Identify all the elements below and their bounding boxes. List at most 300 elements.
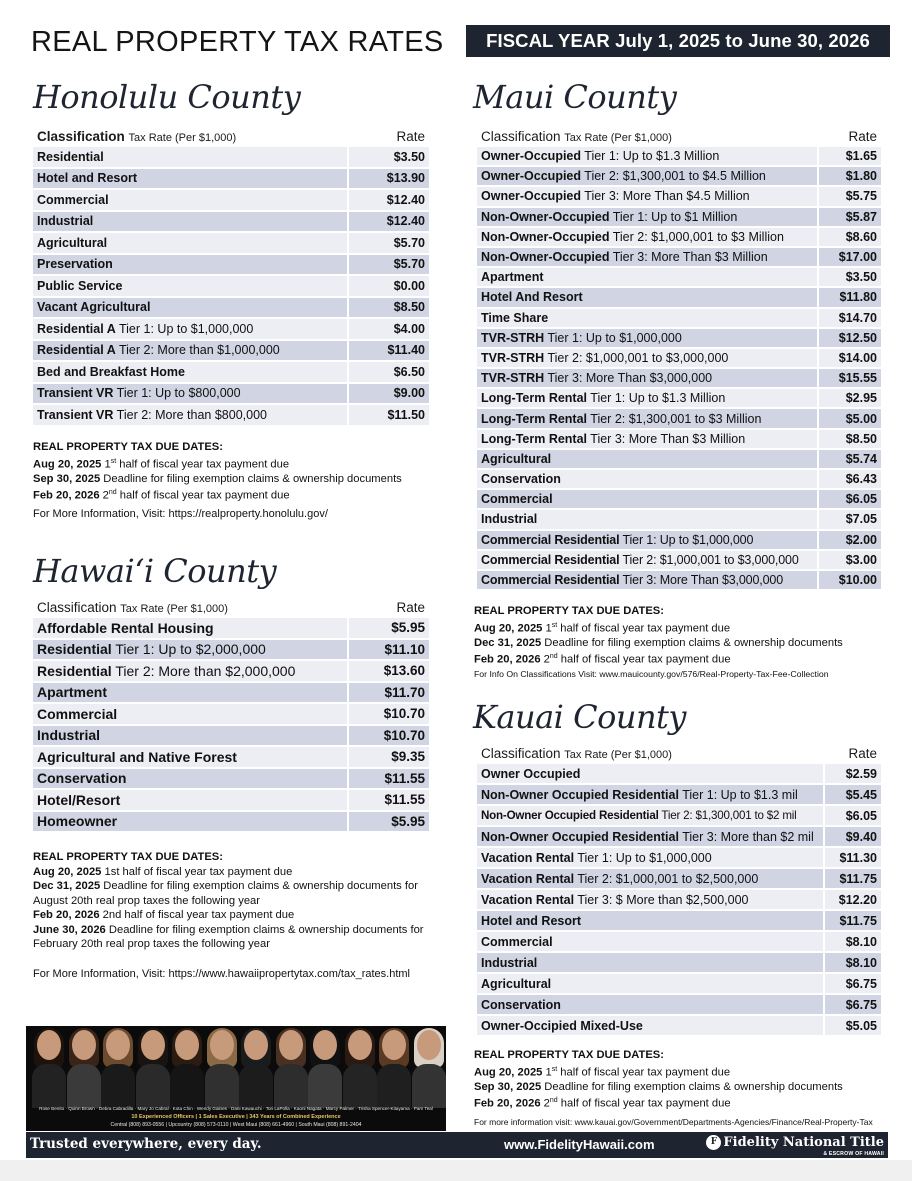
table-row bbox=[477, 551, 881, 569]
due-description: half of fiscal year tax payment due bbox=[557, 1097, 731, 1110]
rate-value: $4.00 bbox=[349, 319, 429, 339]
ordinal: 1 bbox=[545, 1066, 552, 1079]
classification-cell bbox=[477, 228, 817, 246]
page-title: REAL PROPERTY TAX RATES bbox=[31, 26, 444, 58]
table-row bbox=[33, 640, 429, 660]
table-row bbox=[477, 911, 881, 930]
classification-header bbox=[481, 746, 672, 761]
due-dates-title: REAL PROPERTY TAX DUE DATES: bbox=[33, 441, 223, 453]
rate-value: $9.35 bbox=[349, 747, 429, 767]
due-date: Dec 31, 2025 bbox=[474, 636, 542, 649]
table-row bbox=[477, 167, 881, 185]
classification-tier: Tier 3: More Than $3 Million bbox=[609, 250, 768, 265]
classification-header bbox=[37, 600, 228, 615]
table-row bbox=[477, 890, 881, 909]
due-date: Aug 20, 2025 bbox=[33, 865, 102, 878]
ordinal-suffix: st bbox=[551, 1065, 558, 1073]
rate-value: $11.75 bbox=[825, 911, 881, 930]
classification-cell bbox=[477, 147, 817, 165]
footer-bar bbox=[26, 1132, 888, 1158]
office-phones: Central (808) 893-0556 | Upcountry (808) 573-0110 | West Maui (808) 661-4960 | South Maui (808) 891-2404 bbox=[110, 1122, 362, 1128]
rate-value: $6.43 bbox=[819, 470, 881, 488]
ordinal-suffix: nd bbox=[549, 1097, 558, 1105]
team-member-portrait bbox=[205, 1028, 239, 1106]
classification-cell bbox=[477, 932, 823, 951]
classification-tier: Tier 3: More Than $3,000,000 bbox=[619, 573, 784, 588]
rate-header: Rate bbox=[848, 129, 877, 144]
table-row bbox=[477, 764, 881, 783]
rate-value: $5.70 bbox=[349, 233, 429, 253]
due-description: Deadline for filing exemption claims & ownership documents bbox=[544, 1080, 843, 1093]
honolulu-rate-table bbox=[33, 129, 429, 427]
classification-cell bbox=[477, 869, 823, 888]
classification-name: Hotel/Resort bbox=[37, 791, 121, 808]
classification-name: Agricultural bbox=[37, 235, 108, 250]
classification-name: Agricultural bbox=[481, 976, 552, 991]
footer-website-link[interactable]: www.FidelityHawaii.com bbox=[504, 1137, 655, 1152]
tax-rate-label: Tax Rate (Per $1,000) bbox=[564, 132, 672, 144]
team-member-portrait bbox=[136, 1028, 170, 1106]
classification-cell bbox=[477, 208, 817, 226]
classification-cell bbox=[477, 389, 817, 407]
classification-cell bbox=[33, 212, 347, 232]
table-row bbox=[33, 169, 429, 189]
classification-header bbox=[481, 129, 672, 144]
classification-cell bbox=[33, 704, 347, 724]
team-member-portrait bbox=[32, 1028, 66, 1106]
classification-cell bbox=[33, 769, 347, 789]
classification-cell bbox=[477, 409, 817, 427]
classification-cell bbox=[477, 911, 823, 930]
classification-tier: Tier 2: $1,300,001 to $3 Million bbox=[587, 411, 762, 426]
tax-rate-label: Tax Rate (Per $1,000) bbox=[120, 603, 228, 615]
classification-tier: Tier 1: Up to $1,000,000 bbox=[574, 850, 712, 865]
maui-rate-table bbox=[477, 129, 881, 591]
classification-tier: Tier 1: Up to $1.3 Million bbox=[581, 149, 720, 164]
classification-cell bbox=[477, 369, 817, 387]
classification-cell bbox=[477, 268, 817, 286]
classification-tier: Tier 3: More Than $3,000,000 bbox=[544, 371, 713, 386]
table-row bbox=[477, 932, 881, 951]
due-date-line bbox=[33, 486, 433, 503]
honolulu-due-dates bbox=[33, 440, 433, 503]
table-row bbox=[33, 362, 429, 382]
classification-tier: Tier 2: More than $2,000,000 bbox=[111, 662, 296, 679]
team-member-portrait bbox=[170, 1028, 204, 1106]
rate-value: $1.80 bbox=[819, 167, 881, 185]
classification-name: Conservation bbox=[481, 997, 561, 1012]
classification-tier: Tier 2: $1,000,001 to $2,500,000 bbox=[574, 871, 759, 886]
rate-value: $11.75 bbox=[825, 869, 881, 888]
classification-label: Classification bbox=[481, 746, 561, 761]
classification-cell bbox=[33, 384, 347, 404]
table-row bbox=[33, 405, 429, 425]
due-description: 1st half of fiscal year tax payment due bbox=[104, 865, 293, 878]
ordinal-suffix: st bbox=[110, 457, 117, 465]
due-description: Deadline for filing exemption claims & ownership documents for August 20th real prop taxes the following year bbox=[33, 880, 418, 907]
classification-cell bbox=[477, 995, 823, 1014]
due-date-line bbox=[474, 1080, 884, 1095]
rate-value: $2.95 bbox=[819, 389, 881, 407]
rate-value: $12.40 bbox=[349, 212, 429, 232]
classification-tier: Tier 3: More Than $3 Million bbox=[587, 431, 746, 446]
table-row bbox=[477, 329, 881, 347]
due-date: Dec 31, 2025 bbox=[33, 880, 101, 892]
classification-header bbox=[37, 129, 236, 144]
ordinal: 2 bbox=[102, 489, 109, 502]
classification-tier: Tier 3: More Than $4.5 Million bbox=[581, 189, 750, 204]
due-description: Deadline for filing exemption claims & ownership documents for February 20th real prop taxes the following year bbox=[33, 923, 424, 950]
table-row bbox=[477, 450, 881, 468]
table-row bbox=[33, 147, 429, 167]
table-row bbox=[477, 430, 881, 448]
rate-value: $11.70 bbox=[349, 683, 429, 703]
rate-value: $13.60 bbox=[349, 661, 429, 681]
rate-value: $13.90 bbox=[349, 169, 429, 189]
classification-tier: Tier 3: $ More than $2,500,000 bbox=[574, 892, 749, 907]
due-date-line bbox=[474, 1094, 884, 1111]
classification-cell bbox=[477, 470, 817, 488]
classification-name: Vacation Rental bbox=[481, 871, 575, 886]
table-row bbox=[477, 571, 881, 589]
kauai-info-link[interactable]: For more information visit: www.kauai.gov/Government/Departments-Agencies/Finance/Real-Property-Tax bbox=[474, 1117, 873, 1127]
classification-cell bbox=[477, 806, 823, 825]
classification-cell bbox=[33, 683, 347, 703]
due-date-line bbox=[33, 865, 445, 880]
fidelity-logo-icon: F bbox=[706, 1135, 721, 1150]
honolulu-table-header bbox=[33, 129, 429, 147]
classification-name: Vacation Rental bbox=[481, 850, 575, 865]
classification-name: Industrial bbox=[37, 727, 101, 744]
rate-value: $6.05 bbox=[825, 806, 881, 825]
rate-value: $10.70 bbox=[349, 704, 429, 724]
classification-name: Agricultural and Native Forest bbox=[37, 748, 237, 765]
classification-cell bbox=[477, 953, 823, 972]
kauai-county-heading: Kauai County bbox=[473, 698, 686, 736]
team-names: Rose Benito · Quinn Brown · Debra Cabradilla · Mary Jo Cabral · Kota Chin · Wendy Gaines · Dani Kawauchi · Tori LaPolla · Kaoni Nagata · Marcy Palmer · Trisha Spencer-Kitayama · Pam Teal bbox=[39, 1106, 433, 1111]
table-row bbox=[33, 661, 429, 681]
classification-tier: Tier 2: $1,000,001 to $3,000,000 bbox=[544, 350, 729, 365]
table-row bbox=[33, 790, 429, 810]
due-date: Feb 20, 2026 bbox=[474, 1097, 541, 1110]
page-bottom-band bbox=[0, 1160, 912, 1181]
table-row bbox=[477, 288, 881, 306]
classification-name: Non-Owner-Occupied bbox=[481, 250, 610, 265]
classification-cell bbox=[33, 255, 347, 275]
classification-tier: Tier 1: Up to $1,000,000 bbox=[115, 321, 254, 336]
classification-name: Apartment bbox=[37, 684, 108, 701]
classification-tier: Tier 2: $1,000,001 to $3,000,000 bbox=[619, 552, 799, 567]
maui-due-dates bbox=[474, 604, 884, 667]
classification-name: Non-Owner Occupied Residential bbox=[481, 787, 679, 802]
table-row bbox=[33, 233, 429, 253]
table-row bbox=[33, 341, 429, 361]
classification-name: Industrial bbox=[481, 955, 538, 970]
team-member-portrait bbox=[412, 1028, 446, 1106]
rate-value: $3.00 bbox=[819, 551, 881, 569]
ordinal-suffix: nd bbox=[549, 653, 558, 661]
classification-cell bbox=[477, 288, 817, 306]
classification-tier: Tier 2: $1,300,001 to $2 mil bbox=[658, 809, 797, 822]
brand-name: Fidelity National Title bbox=[723, 1135, 884, 1150]
due-date: Feb 20, 2026 bbox=[33, 909, 100, 921]
classification-cell bbox=[33, 747, 347, 767]
rate-value: $15.55 bbox=[819, 369, 881, 387]
ordinal: 1 bbox=[104, 458, 111, 471]
fidelity-brand bbox=[706, 1135, 884, 1157]
team-member-portrait bbox=[101, 1028, 135, 1106]
rate-value: $5.95 bbox=[349, 618, 429, 638]
rate-value: $12.50 bbox=[819, 329, 881, 347]
classification-cell bbox=[477, 551, 817, 569]
due-date-line bbox=[33, 923, 445, 952]
footer-tagline: Trusted everywhere, every day. bbox=[30, 1136, 262, 1152]
team-member-portrait bbox=[377, 1028, 411, 1106]
due-date-line bbox=[474, 650, 884, 667]
rate-header: Rate bbox=[396, 129, 425, 144]
rate-value: $17.00 bbox=[819, 248, 881, 266]
rate-value: $5.45 bbox=[825, 785, 881, 804]
table-row bbox=[477, 531, 881, 549]
rate-value: $12.20 bbox=[825, 890, 881, 909]
classification-tier: Tier 1: Up to $1 Million bbox=[609, 209, 738, 224]
classification-name: Public Service bbox=[37, 278, 123, 293]
rate-value: $5.70 bbox=[349, 255, 429, 275]
classification-cell bbox=[33, 812, 347, 832]
rate-value: $11.50 bbox=[349, 405, 429, 425]
due-dates-title: REAL PROPERTY TAX DUE DATES: bbox=[474, 1049, 664, 1061]
table-row bbox=[477, 827, 881, 846]
classification-cell bbox=[33, 319, 347, 339]
table-row bbox=[33, 212, 429, 232]
hawaii-table-header bbox=[33, 600, 429, 618]
classification-cell bbox=[477, 309, 817, 327]
due-date-line bbox=[474, 619, 884, 636]
classification-tier: Tier 2: More than $800,000 bbox=[113, 407, 267, 422]
hawaii-rate-table bbox=[33, 600, 429, 833]
due-description: Deadline for filing exemption claims & ownership documents bbox=[103, 472, 402, 485]
classification-name: Non-Owner Occupied Residential bbox=[481, 809, 659, 822]
classification-cell bbox=[477, 490, 817, 508]
rate-value: $1.65 bbox=[819, 147, 881, 165]
rate-value: $8.10 bbox=[825, 953, 881, 972]
ordinal: 2 bbox=[543, 653, 550, 666]
classification-tier: Tier 1: Up to $2,000,000 bbox=[111, 641, 266, 658]
rate-value: $14.70 bbox=[819, 309, 881, 327]
classification-tier: Tier 2: $1,300,001 to $4.5 Million bbox=[581, 169, 766, 184]
classification-name: Non-Owner-Occupied bbox=[481, 209, 610, 224]
classification-tier: Tier 1: Up to $1,000,000 bbox=[544, 330, 682, 345]
due-date-line bbox=[474, 636, 884, 651]
classification-name: Commercial bbox=[37, 705, 118, 722]
rate-value: $10.00 bbox=[819, 571, 881, 589]
rate-value: $9.00 bbox=[349, 384, 429, 404]
honolulu-county-heading: Honolulu County bbox=[33, 78, 301, 116]
rate-value: $7.05 bbox=[819, 510, 881, 528]
classification-cell bbox=[477, 531, 817, 549]
table-row bbox=[477, 470, 881, 488]
rate-value: $14.00 bbox=[819, 349, 881, 367]
classification-name: Time Share bbox=[481, 310, 549, 325]
classification-name: Conservation bbox=[37, 770, 127, 787]
due-dates-title: REAL PROPERTY TAX DUE DATES: bbox=[474, 605, 664, 617]
classification-name: Hotel and Resort bbox=[481, 913, 582, 928]
classification-cell bbox=[33, 341, 347, 361]
table-row bbox=[33, 384, 429, 404]
ordinal: 2 bbox=[543, 1097, 550, 1110]
table-row bbox=[33, 319, 429, 339]
classification-cell bbox=[33, 233, 347, 253]
due-date-line bbox=[33, 455, 433, 472]
classification-name: Owner-Occupied bbox=[481, 149, 582, 164]
table-row bbox=[33, 298, 429, 318]
table-row bbox=[477, 208, 881, 226]
classification-label: Classification bbox=[37, 129, 125, 144]
classification-cell bbox=[33, 661, 347, 681]
due-date: Aug 20, 2025 bbox=[474, 1066, 543, 1079]
table-row bbox=[477, 147, 881, 165]
rate-value: $2.00 bbox=[819, 531, 881, 549]
rate-value: $5.05 bbox=[825, 1016, 881, 1035]
classification-name: Agricultural bbox=[481, 451, 552, 466]
rate-header: Rate bbox=[848, 746, 877, 761]
due-date-line bbox=[33, 908, 445, 923]
classification-name: Owner-Occupied bbox=[481, 189, 582, 204]
table-row bbox=[477, 228, 881, 246]
ordinal: 1 bbox=[545, 622, 552, 635]
rate-value: $6.75 bbox=[825, 995, 881, 1014]
due-description: half of fiscal year tax payment due bbox=[557, 1066, 731, 1079]
classification-cell bbox=[477, 248, 817, 266]
rate-value: $11.40 bbox=[349, 341, 429, 361]
due-description: half of fiscal year tax payment due bbox=[116, 489, 290, 502]
table-row bbox=[477, 268, 881, 286]
rate-value: $6.75 bbox=[825, 974, 881, 993]
rate-value: $8.50 bbox=[349, 298, 429, 318]
rate-value: $11.80 bbox=[819, 288, 881, 306]
table-row bbox=[477, 309, 881, 327]
classification-tier: Tier 2: More than $1,000,000 bbox=[115, 343, 280, 358]
classification-cell bbox=[33, 640, 347, 660]
classification-tier: Tier 1: Up to $1.3 Million bbox=[587, 391, 726, 406]
table-row bbox=[477, 248, 881, 266]
classification-cell bbox=[33, 362, 347, 382]
rate-value: $11.30 bbox=[825, 848, 881, 867]
team-member-portrait bbox=[239, 1028, 273, 1106]
classification-cell bbox=[33, 726, 347, 746]
classification-tier: Tier 1: Up to $800,000 bbox=[113, 386, 241, 401]
classification-name: Commercial bbox=[481, 934, 553, 949]
maui-info-link[interactable]: For Info On Classifications Visit: www.mauicounty.gov/576/Real-Property-Tax-Fee-Collection bbox=[474, 669, 829, 679]
hawaii-info-link[interactable]: For More Information, Visit: https://www.hawaiipropertytax.com/tax_rates.html bbox=[33, 968, 410, 980]
kauai-table-header bbox=[477, 746, 881, 764]
rate-value: $5.75 bbox=[819, 187, 881, 205]
classification-tier: Tier 1: Up to $1.3 mil bbox=[678, 787, 798, 802]
rate-value: $5.95 bbox=[349, 812, 429, 832]
classification-name: Long-Term Rental bbox=[481, 391, 588, 406]
honolulu-info-link[interactable]: For More Information, Visit: https://realproperty.honolulu.gov/ bbox=[33, 508, 328, 520]
classification-name: Residential bbox=[37, 641, 112, 658]
classification-cell bbox=[477, 827, 823, 846]
hawaii-due-dates bbox=[33, 850, 445, 952]
rate-value: $11.55 bbox=[349, 790, 429, 810]
classification-name: Apartment bbox=[481, 270, 544, 285]
ordinal-suffix: st bbox=[551, 621, 558, 629]
table-row bbox=[33, 618, 429, 638]
table-row bbox=[477, 995, 881, 1014]
classification-cell bbox=[33, 169, 347, 189]
maui-county-heading: Maui County bbox=[473, 78, 677, 116]
table-row bbox=[477, 187, 881, 205]
classification-cell bbox=[477, 785, 823, 804]
classification-cell bbox=[33, 276, 347, 296]
rate-value: $2.59 bbox=[825, 764, 881, 783]
rate-header: Rate bbox=[396, 600, 425, 615]
classification-name: Non-Owner-Occupied bbox=[481, 229, 610, 244]
classification-tier: Tier 1: Up to $1,000,000 bbox=[619, 532, 754, 547]
rate-value: $6.05 bbox=[819, 490, 881, 508]
classification-name: Owner Occupied bbox=[481, 766, 581, 781]
classification-cell bbox=[477, 329, 817, 347]
classification-name: Long-Term Rental bbox=[481, 431, 588, 446]
table-row bbox=[33, 190, 429, 210]
table-row bbox=[33, 812, 429, 832]
table-row bbox=[477, 490, 881, 508]
classification-name: Bed and Breakfast Home bbox=[37, 364, 185, 379]
classification-name: Long-Term Rental bbox=[481, 411, 588, 426]
due-description: 2nd half of fiscal year tax payment due bbox=[102, 909, 295, 921]
classification-name: Conservation bbox=[481, 472, 561, 487]
classification-cell bbox=[33, 190, 347, 210]
team-photo bbox=[26, 1026, 446, 1131]
classification-name: Industrial bbox=[481, 512, 538, 527]
due-description: Deadline for filing exemption claims & ownership documents bbox=[544, 636, 843, 649]
table-row bbox=[477, 869, 881, 888]
classification-cell bbox=[477, 349, 817, 367]
table-row bbox=[33, 276, 429, 296]
classification-name: Residential A bbox=[37, 343, 116, 358]
classification-name: TVR-STRH bbox=[481, 371, 545, 386]
rate-value: $3.50 bbox=[819, 268, 881, 286]
due-date: Sep 30, 2025 bbox=[33, 472, 101, 485]
classification-tier: Tier 3: More than $2 mil bbox=[678, 829, 814, 844]
classification-name: TVR-STRH bbox=[481, 330, 545, 345]
due-description: half of fiscal year tax payment due bbox=[557, 622, 731, 635]
rate-value: $8.60 bbox=[819, 228, 881, 246]
due-dates-title: REAL PROPERTY TAX DUE DATES: bbox=[33, 851, 223, 863]
classification-cell bbox=[33, 147, 347, 167]
classification-name: Vacant Agricultural bbox=[37, 300, 151, 315]
classification-name: Industrial bbox=[37, 214, 94, 229]
rate-value: $11.10 bbox=[349, 640, 429, 660]
classification-cell bbox=[33, 298, 347, 318]
classification-name: Commercial bbox=[481, 492, 553, 507]
classification-name: Owner-Occipied Mixed-Use bbox=[481, 1018, 643, 1033]
due-description: half of fiscal year tax payment due bbox=[116, 458, 290, 471]
due-date: Aug 20, 2025 bbox=[474, 622, 543, 635]
due-date-line bbox=[33, 472, 433, 487]
classification-cell bbox=[477, 187, 817, 205]
table-row bbox=[33, 747, 429, 767]
classification-name: Commercial Residential bbox=[481, 552, 620, 567]
classification-tier: Tier 2: $1,000,001 to $3 Million bbox=[609, 229, 784, 244]
due-date: Sep 30, 2025 bbox=[474, 1080, 542, 1093]
rate-value: $8.50 bbox=[819, 430, 881, 448]
classification-name: Commercial bbox=[37, 192, 109, 207]
kauai-rate-table bbox=[477, 746, 881, 1037]
due-date-line bbox=[33, 879, 445, 908]
rate-value: $9.40 bbox=[825, 827, 881, 846]
